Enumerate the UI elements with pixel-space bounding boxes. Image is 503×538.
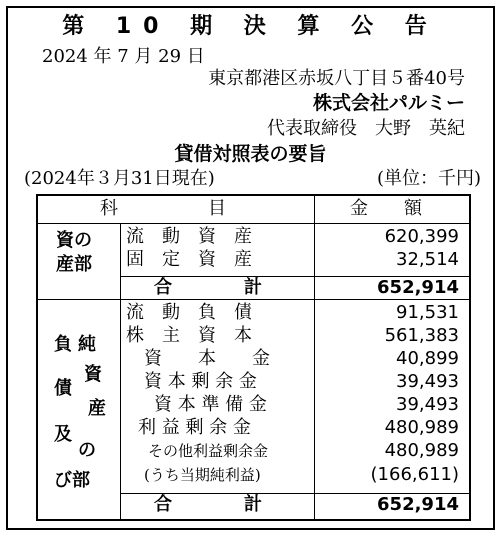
liab-label-4: び部 bbox=[54, 470, 90, 491]
value-current-assets: 620,399 bbox=[384, 226, 459, 247]
header-divider bbox=[38, 223, 469, 224]
unit-label: (単位：千円) bbox=[376, 168, 481, 189]
company-name: 株式会社パルミー bbox=[312, 92, 465, 114]
value-net-income: (166,611) bbox=[370, 464, 459, 485]
representative: 代表取締役 大野 英紀 bbox=[267, 118, 465, 139]
assets-total-label: 合 計 bbox=[154, 277, 262, 298]
value-retained-earnings: 480,989 bbox=[384, 417, 459, 438]
value-capital-surplus: 39,493 bbox=[396, 371, 459, 392]
liab-label-3: 及 bbox=[54, 424, 72, 445]
row-capital: 資 本 金 bbox=[144, 348, 270, 369]
row-retained-earnings: 利 益 剰 余 金 bbox=[138, 417, 251, 438]
row-other-retained-earnings: その他利益剰余金 bbox=[148, 442, 269, 460]
assets-label-line1: 資の bbox=[56, 230, 92, 251]
row-net-income: (うち当期純利益) bbox=[144, 466, 261, 484]
assets-total-value: 652,914 bbox=[377, 277, 459, 298]
liab-label-2: 債 bbox=[54, 378, 72, 399]
column-divider bbox=[314, 196, 315, 519]
value-fixed-assets: 32,514 bbox=[396, 249, 459, 270]
row-capital-surplus: 資 本 剰 余 金 bbox=[144, 371, 257, 392]
header-item: 科 目 bbox=[100, 198, 226, 219]
balance-sheet-title: 貸借対照表の要旨 bbox=[174, 143, 327, 165]
notice-title: 第 10 期 決 算 公 告 bbox=[62, 14, 439, 39]
liabilities-total-label: 合 計 bbox=[154, 494, 262, 515]
row-fixed-assets: 固 定 資 産 bbox=[126, 249, 252, 270]
basis-date: (2024年３月31日現在) bbox=[24, 168, 215, 189]
label-divider bbox=[120, 223, 121, 519]
value-capital: 40,899 bbox=[396, 348, 459, 369]
header-amount: 金 額 bbox=[350, 198, 422, 219]
assets-label-line2: 産部 bbox=[56, 254, 92, 275]
row-current-assets: 流 動 資 産 bbox=[126, 226, 252, 247]
balance-sheet-table bbox=[36, 194, 471, 521]
equity-label-1: 純 bbox=[78, 334, 96, 355]
value-capital-reserve: 39,493 bbox=[396, 394, 459, 415]
value-current-liabilities: 91,531 bbox=[396, 302, 459, 323]
notice-frame bbox=[6, 6, 495, 530]
equity-label-3: 産 bbox=[88, 398, 106, 419]
row-current-liabilities: 流 動 負 債 bbox=[126, 302, 252, 323]
notice-date: 2024 年 7 月 29 日 bbox=[42, 46, 205, 67]
equity-label-2: 資 bbox=[84, 364, 102, 385]
liab-label-1: 負 bbox=[54, 334, 72, 355]
liabilities-total-value: 652,914 bbox=[377, 494, 459, 515]
company-address: 東京都港区赤坂八丁目５番40号 bbox=[208, 68, 465, 89]
equity-label-4: の bbox=[78, 440, 96, 461]
row-shareholders-equity: 株 主 資 本 bbox=[126, 325, 252, 346]
value-shareholders-equity: 561,383 bbox=[384, 325, 459, 346]
section-divider bbox=[38, 299, 469, 300]
row-capital-reserve: 資 本 準 備 金 bbox=[154, 394, 267, 415]
value-other-retained-earnings: 480,989 bbox=[384, 440, 459, 461]
